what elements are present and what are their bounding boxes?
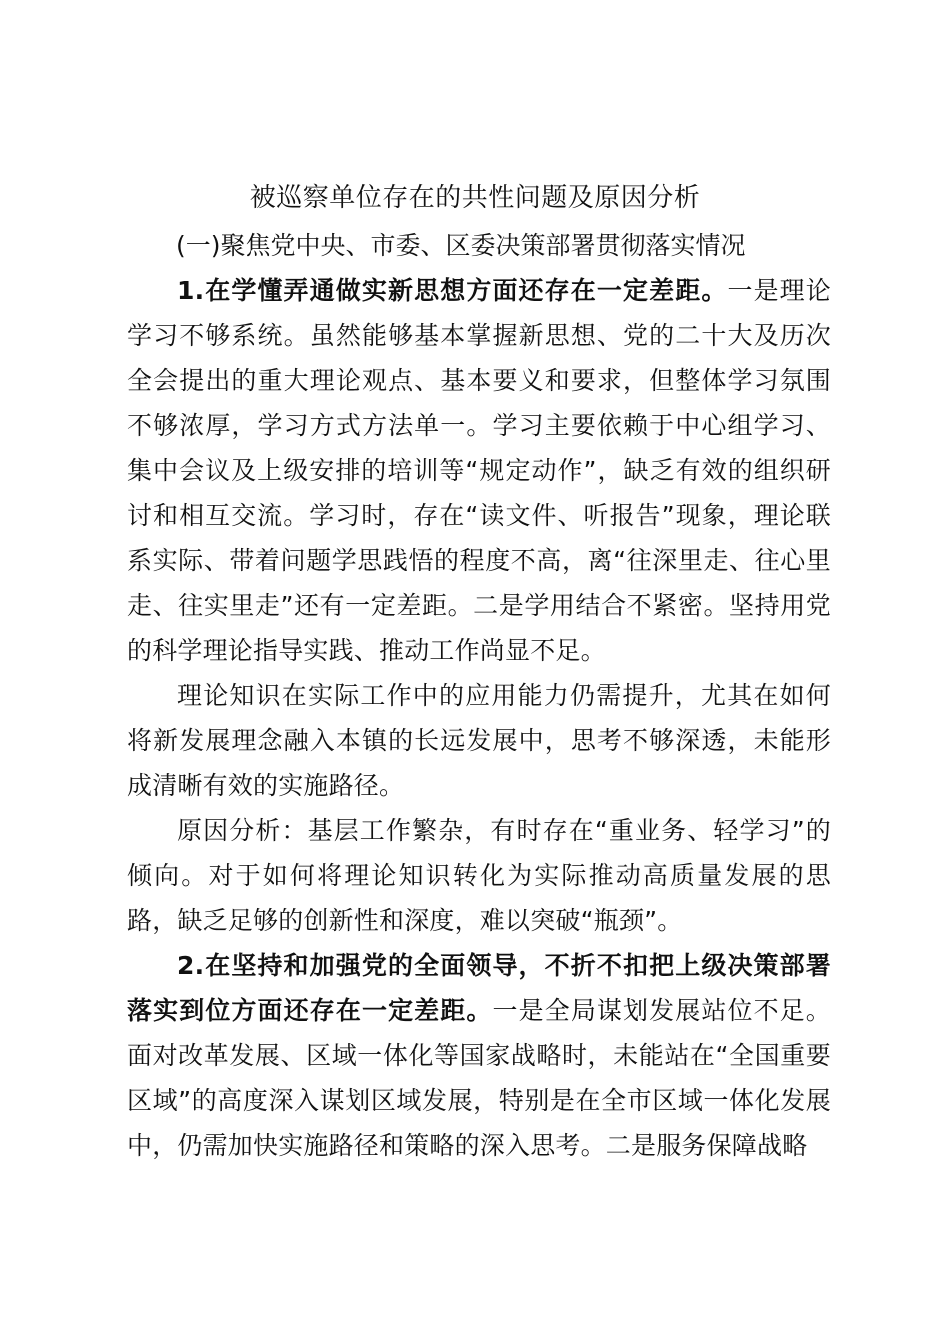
paragraph-4-text: 一是全局谋划发展站位不足。面对改革发展、区域一体化等国家战略时，未能站在“全国重要区域”的高度深入谋划区域发展，特别是在全市区域一体化发展中，仍需加快实施路径和策略的深入思考。二是服务保障战略 xyxy=(127,996,831,1160)
paragraph-1-text: 一是理论学习不够系统。虽然能够基本掌握新思想、党的二十大及历次全会提出的重大理论观点、基本要义和要求，但整体学习氛围不够浓厚，学习方式方法单一。学习主要依赖于中心组学习、集中会议及上级安排的培训等“规定动作”，缺乏有效的组织研讨和相互交流。学习时，存在“读文件、听报告”现象，理论联系实际、带着问题学思践悟的程度不高，离“往深里走、往心里走、往实里走”还有一定差距。二是学用结合不紧密。坚持用党的科学理论指导实践、推动工作尚显不足。 xyxy=(127,276,831,665)
document-title: 被巡察单位存在的共性问题及原因分析 xyxy=(249,183,701,213)
paragraph-4-lead: 2.在坚持和加强党的全面领导，不折不扣把上级决策部署落实到位方面还存在一定差距。 xyxy=(127,951,831,1025)
paragraph-4 xyxy=(127,943,831,1168)
section-heading: (一)聚焦党中央、市委、区委决策部署贯彻落实情况 xyxy=(176,231,746,260)
document-body xyxy=(127,268,831,1168)
paragraph-2 xyxy=(127,673,831,808)
paragraph-1 xyxy=(127,268,831,673)
paragraph-2-text: 理论知识在实际工作中的应用能力仍需提升，尤其在如何将新发展理念融入本镇的长远发展中，思考不够深透，未能形成清晰有效的实施路径。 xyxy=(127,681,831,800)
paragraph-3-text: 原因分析：基层工作繁杂，有时存在“重业务、轻学习”的倾向。对于如何将理论知识转化为实际推动高质量发展的思路，缺乏足够的创新性和深度，难以突破“瓶颈”。 xyxy=(127,816,831,935)
paragraph-1-lead: 1.在学懂弄通做实新思想方面还存在一定差距。 xyxy=(177,276,728,305)
paragraph-3 xyxy=(127,808,831,943)
